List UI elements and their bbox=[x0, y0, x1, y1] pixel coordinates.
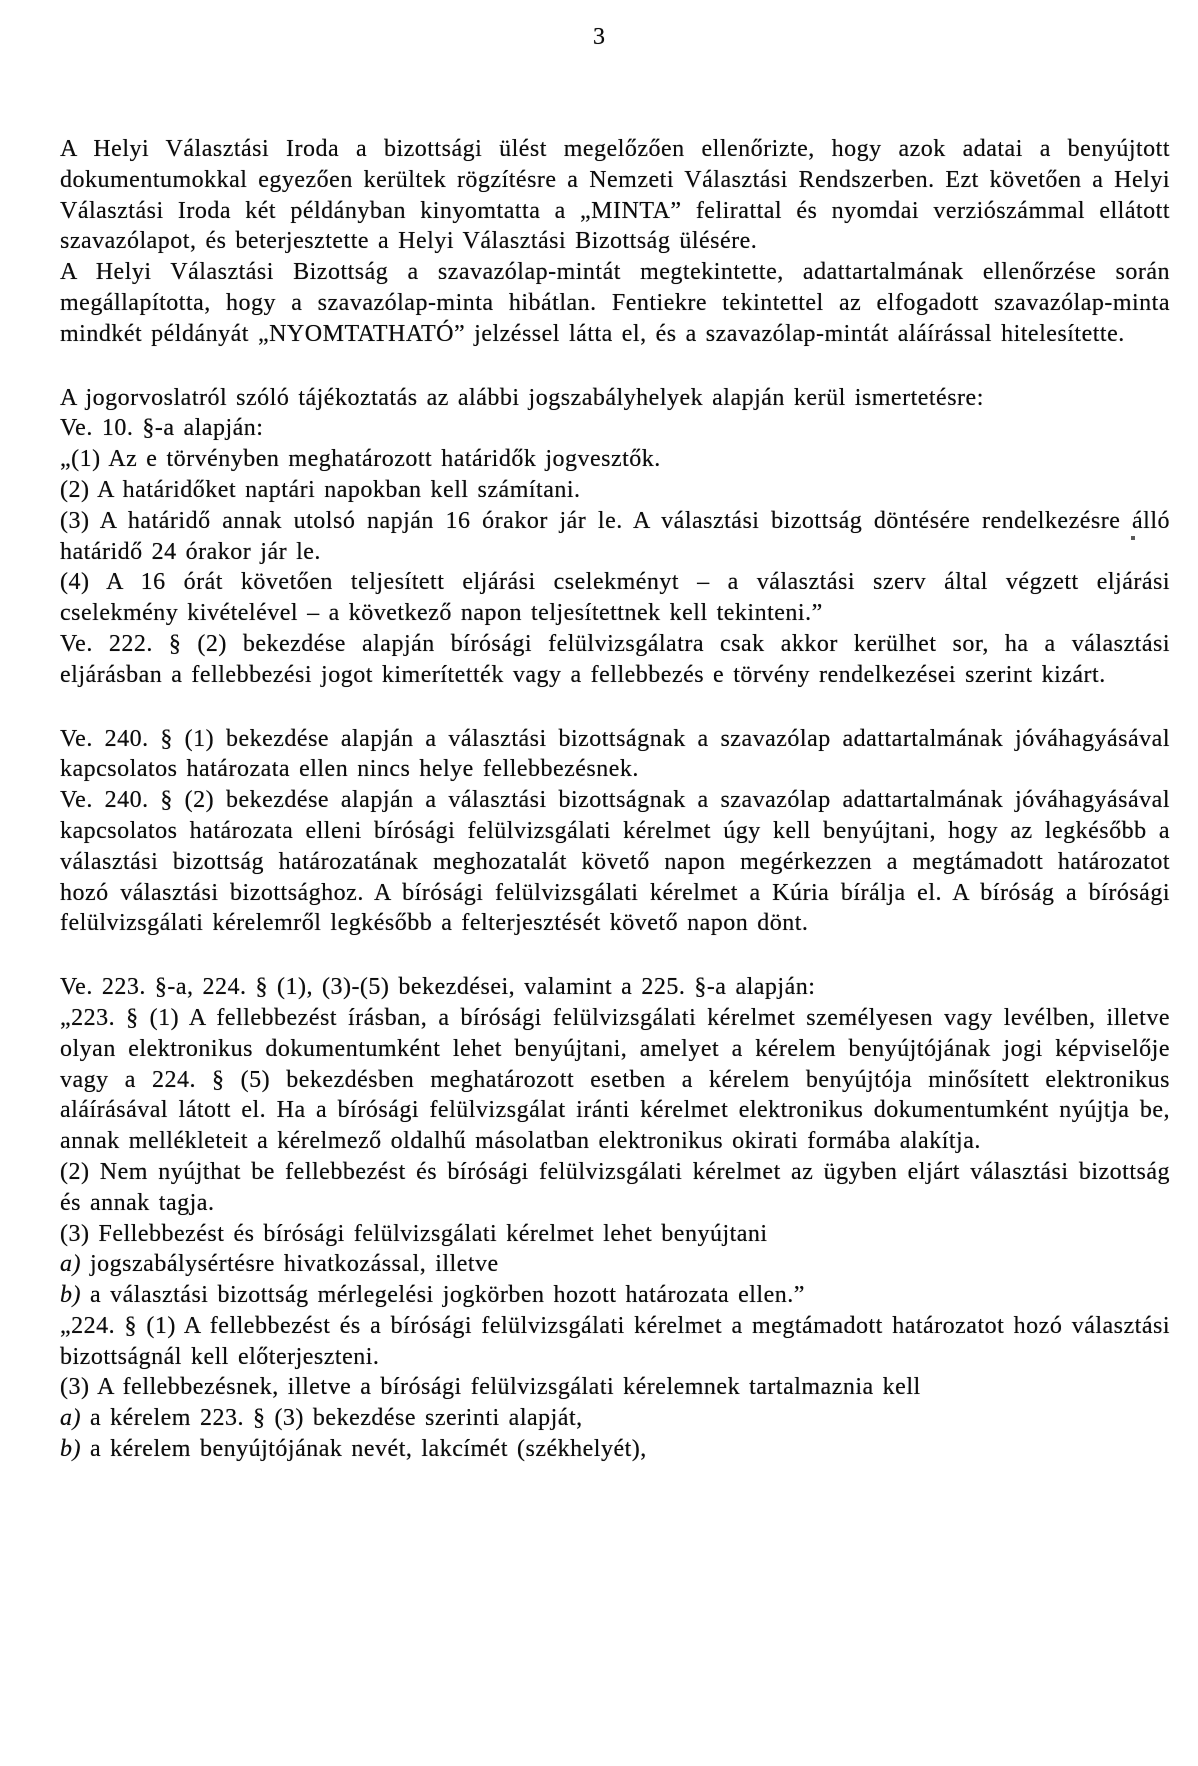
list-item-text: a választási bizottság mérlegelési jogkörben hozott határozata ellen.” bbox=[90, 1282, 805, 1309]
list-item-224-3b bbox=[60, 1434, 1170, 1465]
paragraph-224-1: „224. § (1) A fellebbezést és a bírósági felülvizsgálati kérelmet a megtámadott határozatot hozó választási bizottságnál kell előterjeszteni. bbox=[60, 1312, 1170, 1370]
list-item-marker: b) bbox=[60, 1282, 81, 1309]
paragraph-223-3: (3) Fellebbezést és bírósági felülvizsgálati kérelmet lehet benyújtani bbox=[60, 1220, 768, 1247]
paragraph-ve240-2: Ve. 240. § (2) bekezdése alapján a választási bizottságnak a szavazólap adattartalmának jóváhagyásával kapcsolatos határozata elleni bírósági felülvizsgálati kérelmet úgy kell benyújtani, hogy az legkésőbb a választási bizottság határozatának meghozatalát követő napon megérkezzen a megtámadott határozatot hozó választási bizottsághoz. A bírósági felülvizsgálati kérelmet a Kúria bírálja el. A bíróság a bírósági felülvizsgálati kérelemről legkésőbb a felterjesztését követő napon dönt. bbox=[60, 787, 1170, 937]
paragraph-hvb-approval: A Helyi Választási Bizottság a szavazólap-mintát megtekintette, adattartalmának ellenőrzése során megállapította, hogy a szavazólap-minta hibátlan. Fentiekre tekintettel az elfogadott szavazólap-minta mindkét példányát „NYOMTATHATÓ” jelzéssel látta el, és a szavazólap-mintát aláírással hitelesítette. bbox=[60, 259, 1170, 347]
document-body bbox=[60, 134, 1170, 1465]
paragraph-224-3: (3) A fellebbezésnek, illetve a bírósági felülvizsgálati kérelemnek tartalmaznia kell bbox=[60, 1374, 921, 1401]
paragraph-hvi-check: A Helyi Választási Iroda a bizottsági ülést megelőzően ellenőrizte, hogy azok adatai a benyújtott dokumentumokkal egyezően kerültek rögzítésre a Nemzeti Választási Rendszerben. Ezt követően a Helyi Választási Iroda két példányban kinyomtatta a „MINTA” felirattal és nyomdai verziószámmal ellátott szavazólapot, és beterjesztette a Helyi Választási Bizottság ülésére. bbox=[60, 136, 1170, 255]
list-item-marker: b) bbox=[60, 1436, 81, 1463]
paragraph-ve10-heading: Ve. 10. §-a alapján: bbox=[60, 415, 264, 442]
paragraph-ve10-2: (2) A határidőket naptári napokban kell számítani. bbox=[60, 476, 581, 503]
paragraph-ve223-heading: Ve. 223. §-a, 224. § (1), (3)-(5) bekezdései, valamint a 225. §-a alapján: bbox=[60, 974, 816, 1001]
list-item-text: a kérelem benyújtójának nevét, lakcímét (székhelyét), bbox=[90, 1436, 647, 1463]
paragraph-ve10-4: (4) A 16 órát követően teljesített eljárási cselekményt – a választási szerv által végzett eljárási cselekmény kivételével – a következő napon teljesítettnek kell tekinteni.” bbox=[60, 569, 1170, 627]
paragraph-ve10-3: (3) A határidő annak utolsó napján 16 órakor jár le. A választási bizottság döntésére rendelkezésre álló határidő 24 órakor jár le. bbox=[60, 507, 1170, 565]
paragraph-ve240-1: Ve. 240. § (1) bekezdése alapján a választási bizottságnak a szavazólap adattartalmának jóváhagyásával kapcsolatos határozata ellen nincs helye fellebbezésnek. bbox=[60, 725, 1170, 783]
list-item-text: jogszabálysértésre hivatkozással, illetve bbox=[90, 1251, 499, 1278]
list-item-marker: a) bbox=[60, 1405, 81, 1432]
list-item-marker: a) bbox=[60, 1251, 81, 1278]
paragraph-223-1: „223. § (1) A fellebbezést írásban, a bírósági felülvizsgálati kérelmet személyesen vagy levélben, illetve olyan elektronikus dokumentumként lehet benyújtani, amelyet a kérelem benyújtójának jogi képviselője vagy a 224. § (5) bekezdésben meghatározott esetben a kérelem benyújtója minősített elektronikus aláírásával látott el. Ha a bírósági felülvizsgálat iránti kérelmet elektronikus dokumentumként nyújtja be, annak mellékleteit a kérelmező oldalhű másolatban elektronikus okirati formába alakítja. bbox=[60, 1004, 1170, 1155]
list-item-text: a kérelem 223. § (3) bekezdése szerinti alapját, bbox=[90, 1405, 583, 1432]
list-item-223-3a bbox=[60, 1249, 1170, 1280]
paragraph-legal-intro: A jogorvoslatról szóló tájékoztatás az alábbi jogszabályhelyek alapján kerül ismertetésre: bbox=[60, 384, 984, 411]
paragraph-ve222: Ve. 222. § (2) bekezdése alapján bírósági felülvizsgálatra csak akkor kerülhet sor, ha a választási eljárásban a fellebbezési jogot kimerítették vagy a fellebbezés e törvény rendelkezései szerint kizárt. bbox=[60, 630, 1170, 688]
paragraph-223-2: (2) Nem nyújthat be fellebbezést és bírósági felülvizsgálati kérelmet az ügyben eljárt választási bizottság és annak tagja. bbox=[60, 1158, 1170, 1216]
list-item-223-3b bbox=[60, 1280, 1170, 1311]
paragraph-ve10-1: „(1) Az e törvényben meghatározott határidők jogvesztők. bbox=[60, 446, 661, 473]
list-item-224-3a bbox=[60, 1403, 1170, 1434]
page-number: 3 bbox=[593, 24, 605, 50]
